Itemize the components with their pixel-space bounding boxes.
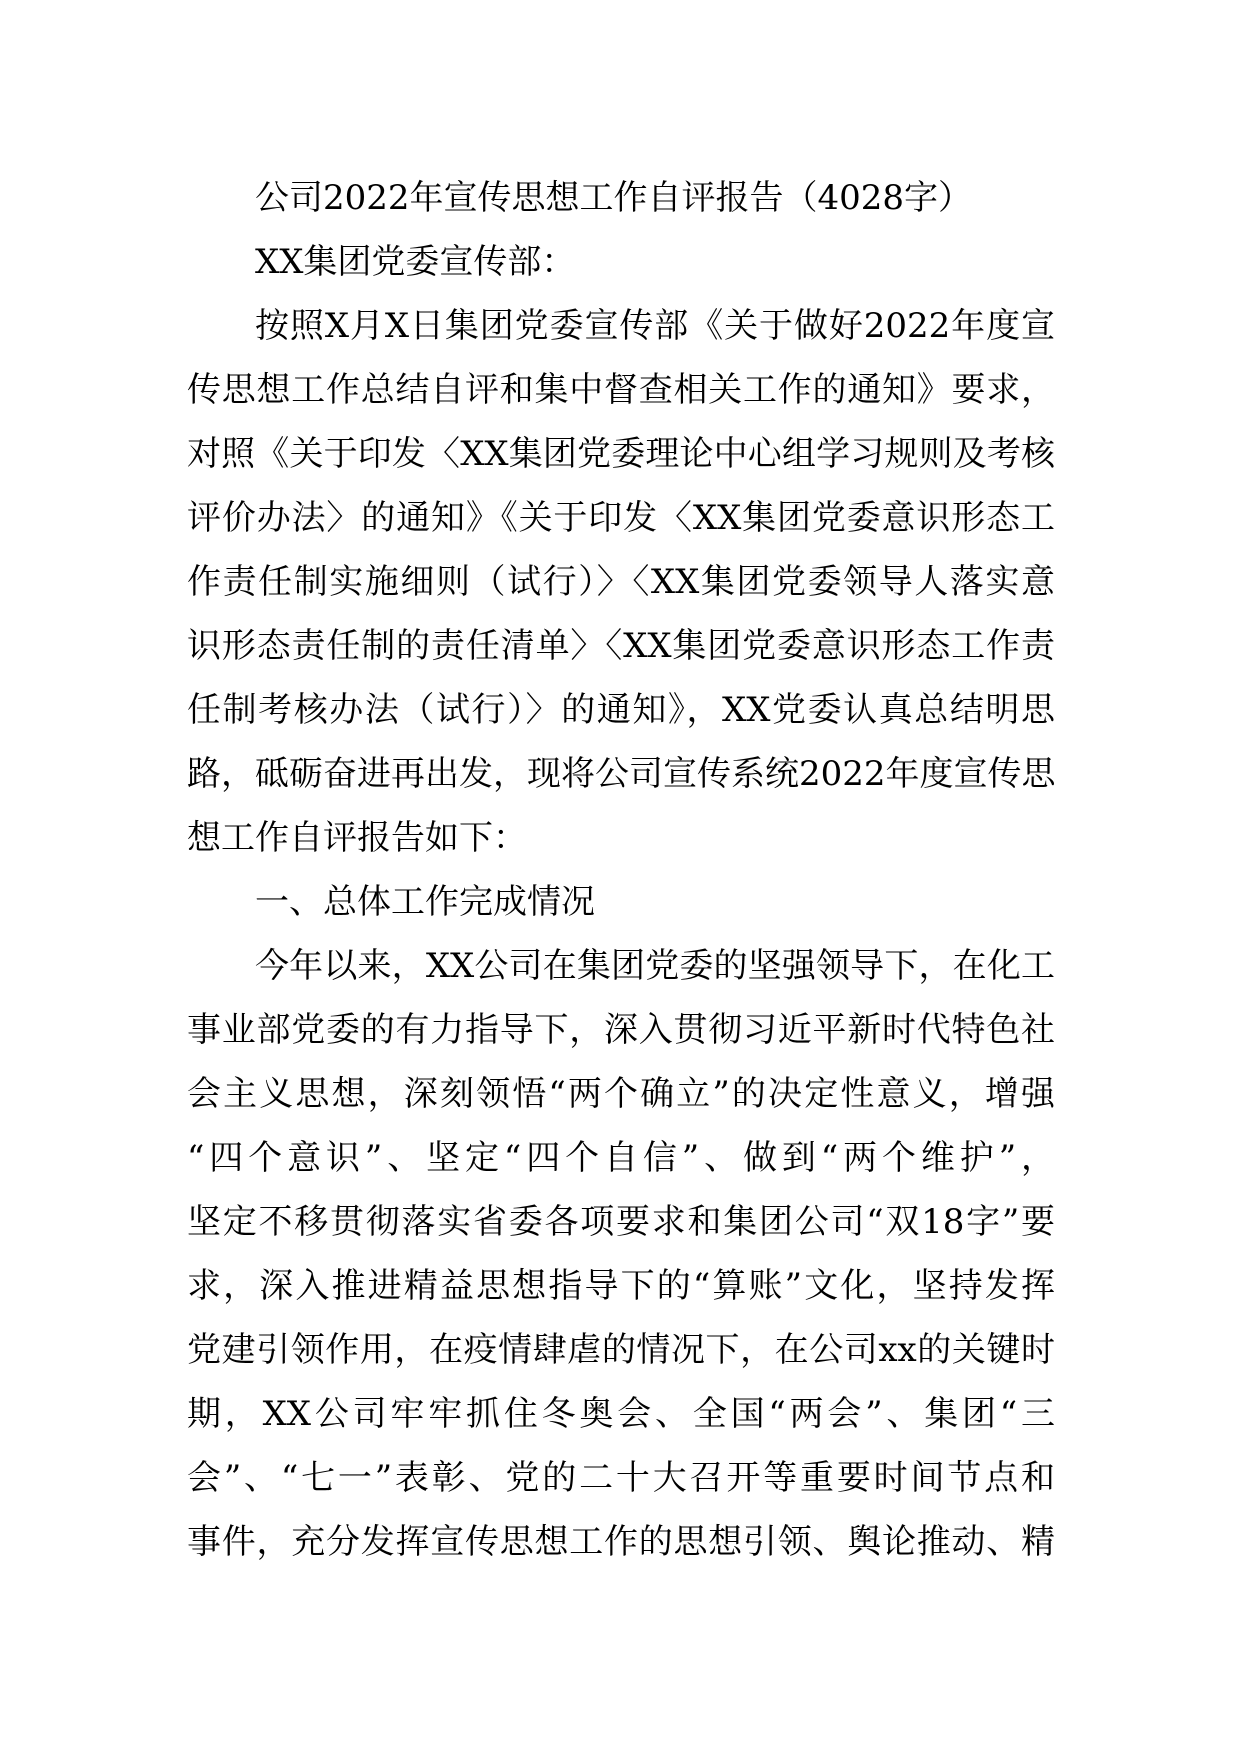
paragraph-line: 作责任制实施细则（试行）〉〈XX集团党委领导人落实意 bbox=[187, 562, 1055, 602]
section-heading: 一、总体工作完成情况 bbox=[255, 882, 595, 922]
paragraph-overview bbox=[187, 934, 1055, 1574]
paragraph-line: 对照《关于印发〈XX集团党委理论中心组学习规则及考核 bbox=[187, 434, 1055, 474]
paragraph-line: 坚定不移贯彻落实省委各项要求和集团公司“双18字”要 bbox=[187, 1202, 1055, 1242]
paragraph-line: 求，深入推进精益思想指导下的“算账”文化，坚持发挥 bbox=[187, 1266, 1055, 1306]
paragraph-line: “四个意识”、坚定“四个自信”、做到“两个维护”， bbox=[187, 1138, 1055, 1178]
paragraph-line: 会主义思想，深刻领悟“两个确立”的决定性意义，增强 bbox=[187, 1074, 1055, 1114]
paragraph-line: 党建引领作用，在疫情肆虐的情况下，在公司xx的关键时 bbox=[187, 1330, 1055, 1370]
paragraph-line: 会”、“七一”表彰、党的二十大召开等重要时间节点和 bbox=[187, 1458, 1055, 1498]
paragraph-line: 路，砥砺奋进再出发，现将公司宣传系统2022年度宣传思 bbox=[187, 754, 1056, 794]
paragraph-line: 期，XX公司牢牢抓住冬奥会、全国“两会”、集团“三 bbox=[187, 1394, 1055, 1434]
paragraph-line: 识形态责任制的责任清单〉〈XX集团党委意识形态工作责 bbox=[187, 626, 1055, 666]
paragraph-line: 今年以来，XX公司在集团党委的坚强领导下，在化工 bbox=[255, 946, 1055, 986]
paragraph-line: 按照X月X日集团党委宣传部《关于做好2022年度宣 bbox=[255, 306, 1055, 346]
document-title: 公司2022年宣传思想工作自评报告（4028字） bbox=[255, 178, 973, 218]
paragraph-line: 任制考核办法（试行）〉的通知》，XX党委认真总结明思 bbox=[187, 690, 1055, 730]
document-body bbox=[187, 166, 1055, 1574]
paragraph-line: 想工作自评报告如下： bbox=[187, 818, 527, 858]
paragraph-line: 事件，充分发挥宣传思想工作的思想引领、舆论推动、精 bbox=[187, 1522, 1055, 1562]
paragraph-line: 评价办法〉的通知》《关于印发〈XX集团党委意识形态工 bbox=[187, 498, 1055, 538]
paragraph-line: 传思想工作总结自评和集中督查相关工作的通知》要求， bbox=[187, 370, 1055, 410]
paragraph-line: 事业部党委的有力指导下，深入贯彻习近平新时代特色社 bbox=[187, 1010, 1055, 1050]
salutation: XX集团党委宣传部： bbox=[255, 242, 576, 282]
paragraph-intro bbox=[187, 294, 1055, 870]
